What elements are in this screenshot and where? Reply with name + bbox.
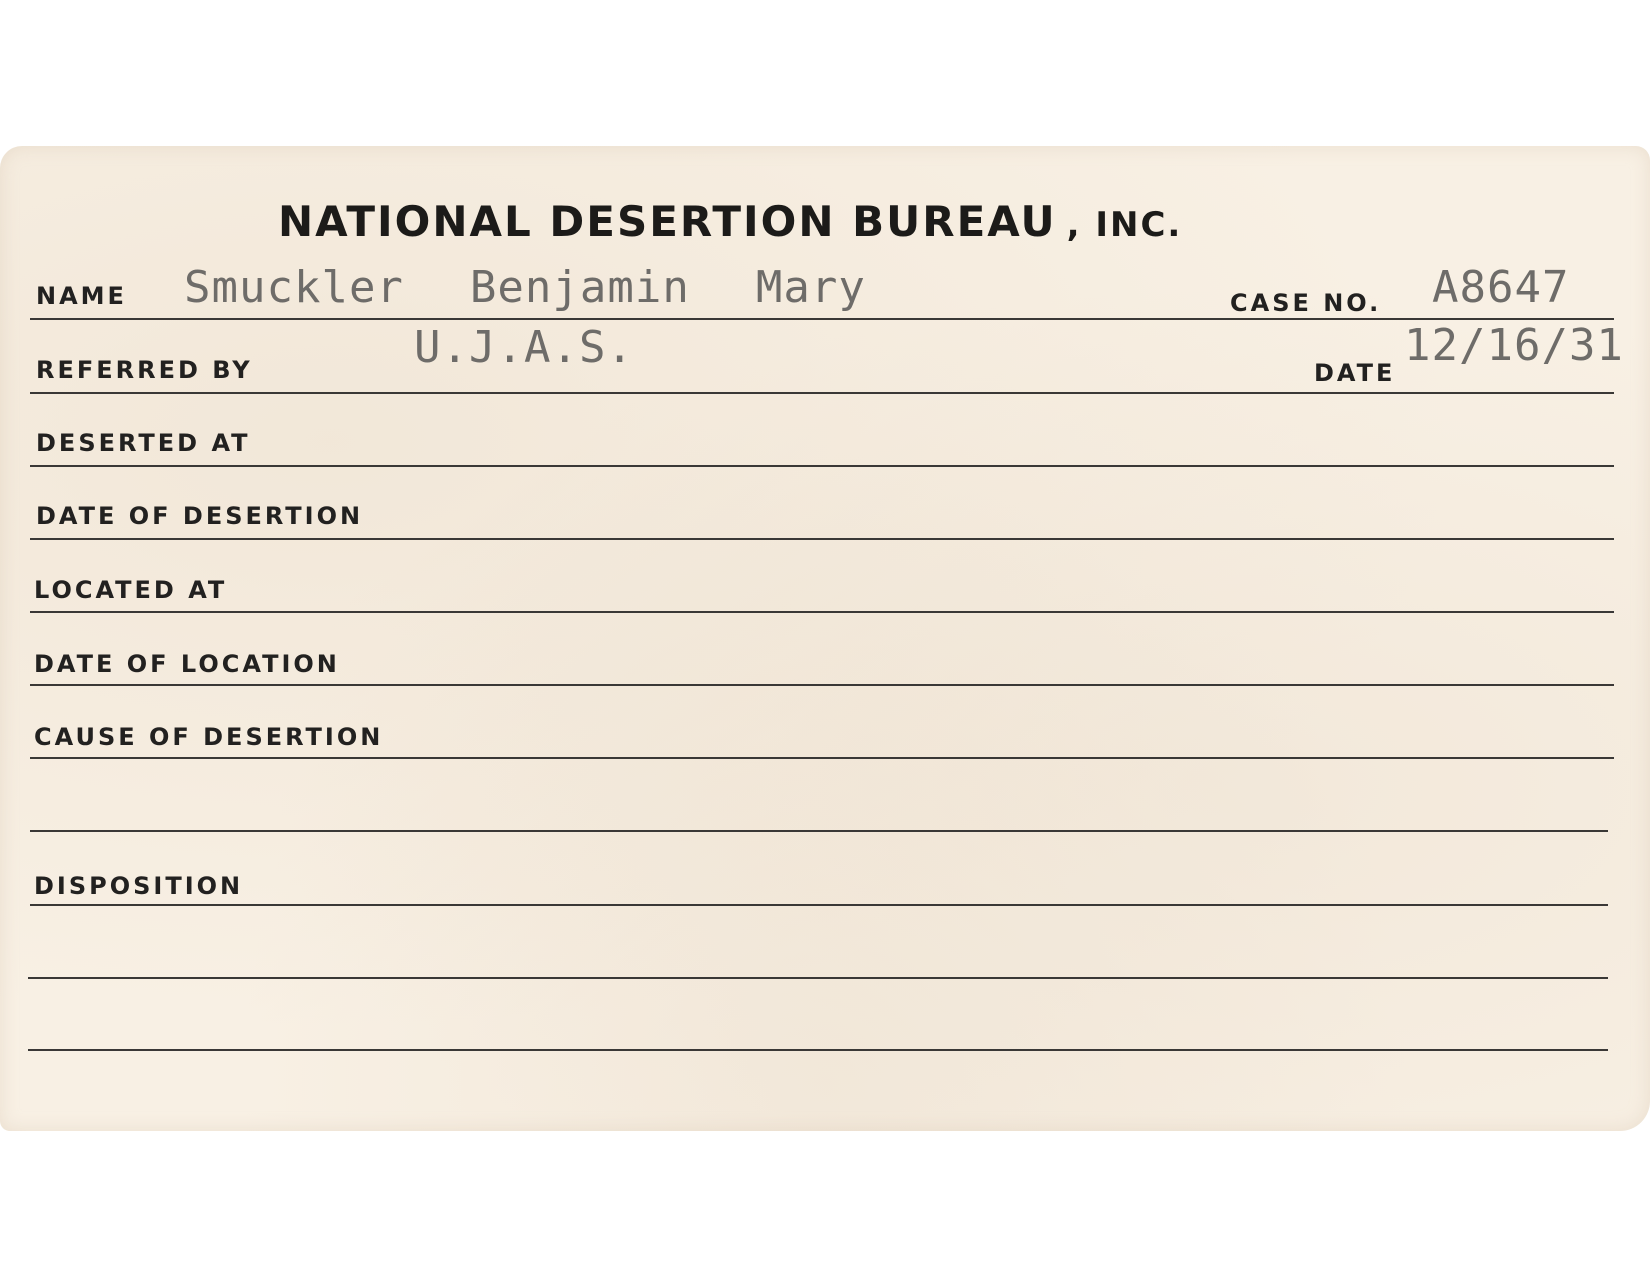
- name-rule: [30, 318, 1614, 320]
- cause-of-desertion-rule: [30, 757, 1614, 759]
- case-no-value: A8647: [1432, 262, 1570, 313]
- card-title-suffix: , INC.: [1066, 205, 1183, 245]
- referred-by-label: REFERRED BY: [36, 356, 253, 384]
- card-title-text: NATIONAL DESERTION BUREAU: [278, 197, 1057, 246]
- card-title: [278, 197, 1182, 246]
- cause-of-desertion-label: CAUSE OF DESERTION: [34, 723, 384, 751]
- name-label: NAME: [36, 282, 127, 310]
- date-of-location-rule: [30, 684, 1614, 686]
- date-of-desertion-label: DATE OF DESERTION: [36, 502, 364, 530]
- case-no-label: CASE NO.: [1230, 289, 1382, 317]
- disposition-label: DISPOSITION: [34, 872, 244, 900]
- deserted-at-rule: [30, 465, 1614, 467]
- disposition-extra-rule-1: [28, 977, 1608, 979]
- cause-of-desertion-extra-rule: [30, 830, 1608, 832]
- name-surname: Smuckler: [184, 262, 404, 313]
- disposition-rule: [30, 904, 1608, 906]
- name-other: Mary: [755, 262, 866, 313]
- date-of-location-label: DATE OF LOCATION: [34, 650, 340, 678]
- date-of-desertion-rule: [30, 538, 1614, 540]
- deserted-at-label: DESERTED AT: [36, 429, 251, 457]
- date-value: 12/16/31: [1404, 320, 1624, 371]
- located-at-label: LOCATED AT: [34, 576, 228, 604]
- located-at-rule: [30, 611, 1614, 613]
- name-first: Benjamin: [469, 262, 690, 313]
- referred-by-rule: [30, 392, 1614, 394]
- name-value: [184, 262, 866, 313]
- disposition-extra-rule-2: [28, 1049, 1608, 1051]
- referred-by-value: U.J.A.S.: [414, 322, 634, 373]
- date-label: DATE: [1314, 359, 1396, 387]
